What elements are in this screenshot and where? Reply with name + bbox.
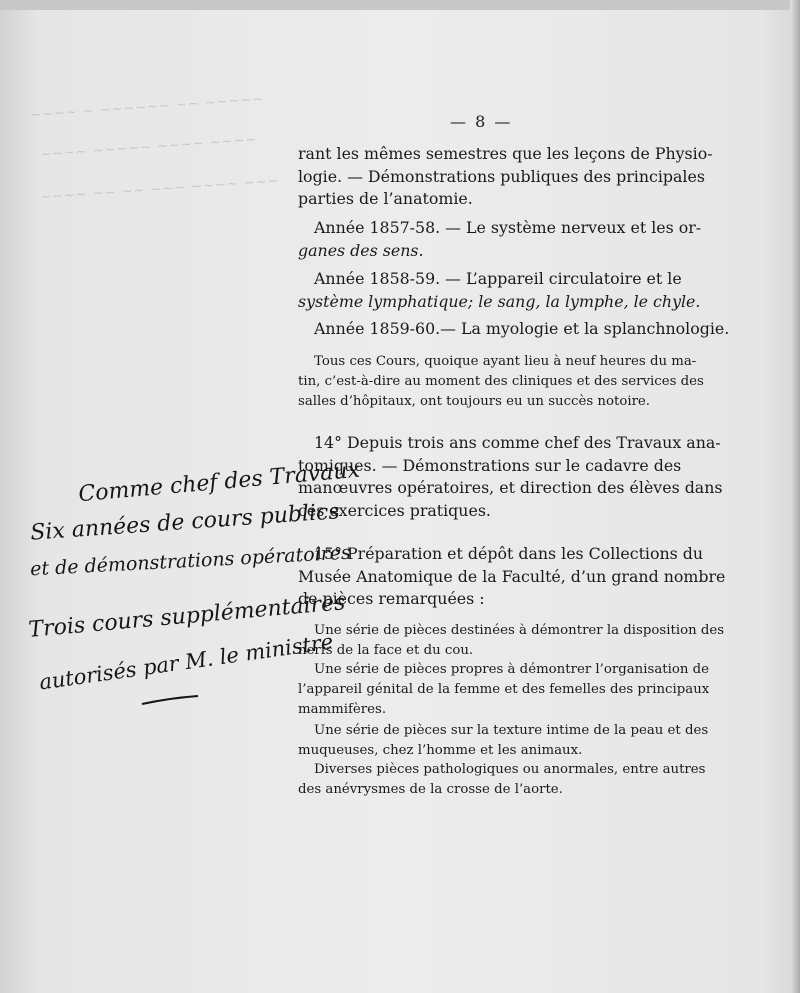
paragraph-year-1859	[298, 318, 730, 341]
text-line: nerfs de la face et du cou.	[298, 643, 474, 658]
text-line: tomiques. — Démonstrations sur le cadavre des	[298, 455, 682, 475]
text-line: tin, c’est-à-dire au moment des cliniques et des services des	[298, 374, 704, 389]
text-line: Année 1857-58. — Le système nerveux et les or-	[314, 218, 702, 237]
text-line: ces exercices pratiques.	[298, 500, 491, 520]
text-line: Année 1858-59. — L’appareil circulatoire et le	[314, 269, 682, 288]
paragraph-physiology	[298, 143, 713, 211]
text-line: Tous ces Cours, quoique ayant lieu à neuf heures du ma-	[314, 354, 697, 369]
scan-edge-top	[0, 0, 800, 10]
paragraph-year-1857	[298, 217, 702, 262]
handwritten-note-line: Six années de cours publics	[29, 499, 341, 546]
text-line: Année 1859-60.— La myologie et la splanchnologie.	[314, 319, 730, 338]
paragraph-series-skin	[298, 721, 709, 761]
paragraph-courses	[298, 352, 704, 412]
handwritten-underline	[140, 690, 200, 714]
show-through-ghost: ~~~~ ~~ ~~ ~~~ ~~~~ ~~~	[39, 173, 280, 206]
text-line: l’appareil génital de la femme et des femelles des principaux	[298, 682, 710, 697]
text-line: 15° Préparation et dépôt dans les Collections du	[314, 544, 704, 563]
paragraph-item-15	[298, 543, 726, 611]
handwritten-note-line: autorisés par M. le ministre	[37, 629, 335, 695]
text-line: salles d’hôpitaux, ont toujours eu un succès notoire.	[298, 394, 651, 409]
text-line: manœuvres opératoires, et direction des élèves dans	[298, 478, 723, 497]
paragraph-year-1858	[298, 268, 701, 313]
text-line: ganes des sens.	[298, 240, 424, 260]
scan-edge-right	[790, 0, 800, 993]
page-number: — 8 —	[450, 112, 513, 131]
paragraph-pathological	[298, 760, 706, 800]
handwritten-note-line: Comme chef des Travaux	[77, 457, 361, 508]
text-line: Diverses pièces pathologiques ou anormales, entre autres	[314, 762, 706, 777]
text-line: Une série de pièces propres à démontrer l’organisation de	[314, 662, 710, 677]
text-line: 14° Depuis trois ans comme chef des Travaux ana-	[314, 433, 721, 452]
text-line: Une série de pièces sur la texture intime de la peau et des	[314, 723, 709, 738]
text-line: muqueuses, chez l’homme et les animaux.	[298, 743, 583, 758]
text-line: rant les mêmes semestres que les leçons de Physio-	[298, 144, 713, 163]
show-through-ghost: ~~~~ ~ ~~~~~~ ~~ ~~~~~	[29, 91, 265, 124]
text-line: mammifères.	[298, 702, 387, 717]
text-line: système lymphatique; le sang, la lymphe, le chyle.	[298, 291, 701, 311]
text-line: des anévrysmes de la crosse de l’aorte.	[298, 782, 563, 797]
show-through-ghost: ~~~~ ~~~~~ ~~~~ ~~~~	[39, 132, 258, 163]
text-line: logie. — Démonstrations publiques des principales	[298, 166, 705, 186]
text-line: Une série de pièces destinées à démontrer la disposition des	[314, 623, 725, 638]
text-line: de pièces remarquées :	[298, 589, 485, 608]
handwritten-note-line: et de démonstrations opératoires	[29, 541, 352, 581]
paragraph-series-genital	[298, 660, 710, 720]
handwritten-note-line: Trois cours supplémentaires	[27, 590, 347, 643]
paragraph-series-nerves	[298, 621, 725, 661]
text-line: parties de l’anatomie.	[298, 189, 473, 208]
text-line: Musée Anatomique de la Faculté, d’un grand nombre	[298, 566, 726, 586]
